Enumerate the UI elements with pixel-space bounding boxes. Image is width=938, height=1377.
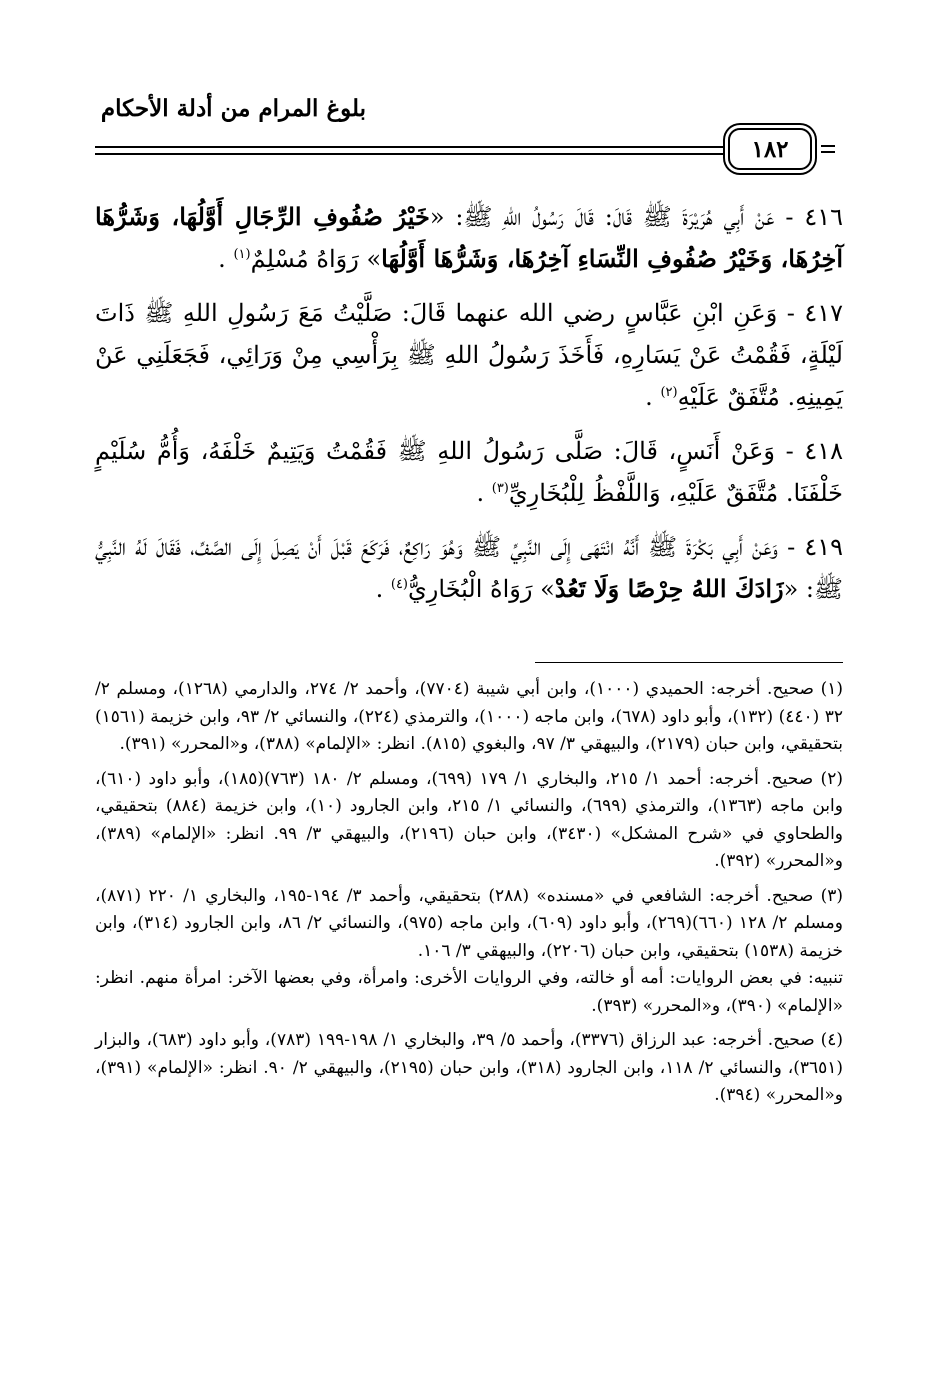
footnote-text: (٢) صحيح. أخرجه: أحمد ١/ ٢١٥، والبخاري ١/ ١٧٩ (٦٩٩)، ومسلم ٢/ ١٨٠ (٧٦٣)(١٨٥)، وأبو داود (٦١٠)، وابن ماجه (١٣٦٣)، والترمذي (٦٩٩)، والنسائي ١/ ٢١٥، وابن الجارود (١٠)، وابن خزيمة (٨٨٤) بتحقيقي، والطحاوي في «شرح المشكل» (٣٤٣٠)، وابن حبان (٢١٩٦)، والبيهقي ٣/ ٩٩. انظر: «الإلمام» (٣٨٩)، و«المحرر» (٣٩٢). (95, 768, 844, 871)
footnote-ref[interactable]: (٤) (390, 577, 408, 592)
footnote-text: (٤) صحيح. أخرجه: عبد الرزاق (٣٣٧٦)، وأحمد ٥/ ٣٩، والبخاري ١/ ١٩٨-١٩٩ (٧٨٣)، وأبو داود (٦٨٣)، والبزار (٣٦٥١)، والنسائي ٢/ ١١٨، وابن الجارود (٣١٨)، وابن حبان (٢١٩٥)، والبيهقي ٢/ ٩٠. انظر: «الإلمام» (٣٩١)، و«المحرر» (٣٩٤). (95, 1030, 844, 1105)
page-number-mark (821, 145, 835, 157)
hadith-418 (95, 430, 843, 514)
hadith-tail: . (218, 245, 226, 273)
hadith-text: » رَوَاهُ مُسْلِمٌ (250, 245, 382, 273)
footnote-ref[interactable]: (٣) (491, 481, 509, 496)
hadith-text: وَعَنِ ابْنِ عَبَّاسٍ رضي الله عنهما قَالَ: صَلَّيْتُ مَعَ رَسُولِ اللهِ ﷺ ذَاتَ لَيْلَةٍ، فَقُمْتُ عَنْ يَسَارِهِ، فَأَخَذَ رَسُولُ اللهِ ﷺ بِرَأْسِي مِنْ وَرَائِي، فَجَعَلَنِي عَنْ يَمِينِهِ. مُتَّفَقٌ عَلَيْهِ (95, 299, 843, 411)
hadith-text: وَعَنْ أَنَسٍ، قَالَ: صَلَّى رَسُولُ اللهِ ﷺ فَقُمْتُ وَيَتِيمٌ خَلْفَهُ، وَأُمُّ سُلَيْمٍ خَلْفَنَا. مُتَّفَقٌ عَلَيْهِ، وَاللَّفْظُ لِلْبُخَارِيِّ (95, 437, 843, 507)
hadith-text: » رَوَاهُ الْبُخَارِيُّ (408, 575, 555, 603)
footnote-1 (95, 676, 843, 759)
footnote-note: تنبيه: في بعض الروايات: أمه أو خالته، وفي الروايات الأخرى: وامرأة، وفي بعضها الآخر: امرأة منهم. انظر: «الإلمام» (٣٩٠)، و«المحرر» (٣٩٣). (95, 968, 843, 1016)
book-title: بلوغ المرام من أدلة الأحكام (100, 95, 367, 122)
footnote-4 (95, 1027, 843, 1110)
footnote-text: (٣) صحيح. أخرجه: الشافعي في «مسنده» (٢٨٨) بتحقيقي، وأحمد ٣/ ١٩٤-١٩٥، والبخاري ١/ ٢٢٠ (٨٧١)، ومسلم ٢/ ١٢٨ (٦٦٠)(٢٦٩)، وأبو داود (٦٠٩)، وابن ماجه (٩٧٥)، والنسائي ٢/ ٨٦، وابن الجارود (٣١٤)، وابن خزيمة (١٥٣٨) بتحقيقي، وابن حبان (٢٢٠٦)، والبيهقي ٣/ ١٠٦. (95, 885, 844, 961)
hadith-419 (95, 526, 843, 610)
hadith-section (95, 196, 843, 622)
hadith-number: ٤١٦ - (785, 203, 843, 231)
footnote-text: (١) صحيح. أخرجه: الحميدي (١٠٠٠)، وابن أبي شيبة (٧٧٠٤)، وأحمد ٢/ ٢٧٤، والدارمي (١٢٦٨)، ومسلم ٢/ ٣٢ (٤٤٠) (١٣٢)، وأبو داود (٦٧٨)، وابن ماجه (١٠٠٠)، والترمذي (٢٢٤)، والنسائي ٢/ ٩٣، وابن خزيمة (١٥٦١) بتحقيقي، وابن حبان (٢١٧٩)، والبيهقي ٣/ ٩٧، والبغوي (٨١٥). انظر: «الإلمام» (٣٨٨)، و«المحرر» (٣٩١). (95, 679, 844, 754)
footnote-2 (95, 766, 843, 876)
hadith-number: ٤١٩ - (787, 533, 843, 561)
footnote-ref[interactable]: (٢) (660, 385, 678, 400)
hadith-matn: زَادَكَ اللهُ حِرْصًا وَلَا تَعُدْ (554, 574, 784, 603)
footnote-3 (95, 883, 843, 1021)
hadith-tail: . (375, 575, 384, 603)
hadith-tail: . (476, 479, 485, 507)
hadith-417 (95, 292, 843, 418)
header-rule-bottom (95, 153, 725, 155)
hadith-number: ٤١٧ - (786, 299, 843, 327)
page-number: ١٨٢ (751, 135, 789, 163)
hadith-text: وَعَنْ أَبِي بَكْرَةَ ﷺ أَنَّهُ انْتَهَى إِلَى النَّبِيِّ ﷺ وَهُوَ رَاكِعٌ، فَرَكَعَ قَبْلَ أَنْ يَصِلَ إِلَى الصَّفِّ، فَقَالَ لَهُ النَّبِيُّ ﷺ: « (95, 533, 843, 603)
footnote-ref[interactable]: (١) (233, 247, 251, 262)
page-number-box (728, 128, 812, 170)
hadith-text: عَنْ أَبِي هُرَيْرَةَ ﷺ قَالَ: قَالَ رَسُولُ اللهِ ﷺ: « (429, 203, 775, 231)
footnote-separator (535, 662, 843, 663)
hadith-matn: خَيْرُ صُفُوفِ الرِّجَالِ أَوَّلُهَا، وَشَرُّهَا آخِرُهَا، وَخَيْرُ صُفُوفِ النِّسَاءِ آخِرُهَا، وَشَرُّهَا أَوَّلُهَا (95, 202, 843, 273)
header-rule-top (95, 146, 725, 148)
hadith-number: ٤١٨ - (785, 437, 843, 465)
hadith-tail: . (645, 383, 653, 411)
hadith-416 (95, 196, 843, 280)
footnotes-section (95, 676, 843, 1117)
